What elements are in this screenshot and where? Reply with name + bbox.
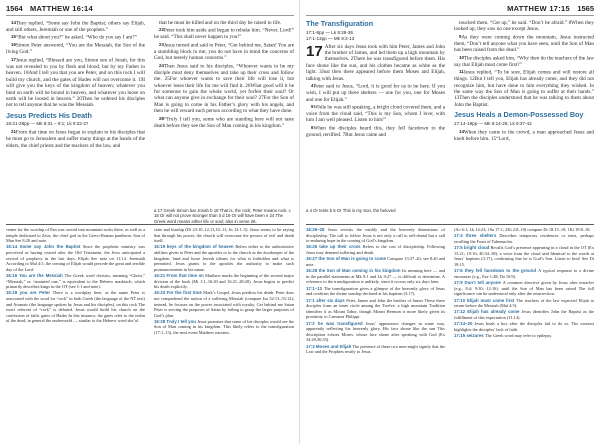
study-note-reference: 16:18 you are Peter bbox=[6, 290, 53, 296]
study-note-text: ciate and kinship (Dt 23:10–12,13,10–11; Jn 12:1–5). Jesus seems to be saying that through his power, the church will overcome the powers of evil and death itself. bbox=[154, 227, 294, 244]
study-note-text: Refers either to the authoritative abilities given to Peter and the apostles or to the church as the doorkeeper of the kingdom. bind and loose Jewish idioms for what is forbidden and what is permitted. Jesus grants to the apostles the authority to make such pronouncements in his name. bbox=[154, 244, 294, 272]
study-note bbox=[454, 309, 594, 320]
study-note-reference: 17:14–20 bbox=[454, 321, 475, 327]
verse-number: 24 bbox=[159, 62, 164, 68]
verse-paragraph bbox=[306, 44, 445, 83]
study-note-reference: 17:12 Elijah has already come bbox=[454, 309, 522, 315]
verse-number: 28 bbox=[159, 115, 164, 121]
left-text-column-1 bbox=[6, 20, 145, 206]
right-footnotes: a 4 Or tents b 5 Or This is my Son, the beloved bbox=[306, 208, 396, 213]
study-note-reference: 16:19 keys of the kingdom of heaven bbox=[154, 244, 236, 250]
study-note bbox=[454, 245, 594, 267]
verse-paragraph bbox=[6, 34, 145, 41]
study-note-reference: 17:3 Moses and Elijah bbox=[306, 343, 353, 349]
verse-text: Jesus replied, “Blessed are you, Simon son of Jonah, for this was not revealed to you by flesh and blood, but by my Father in heaven. 18And I tell you that you are Peter, and on this rock I will build my church, and the gates of Hades will not overcome it. 19I will give you the keys of the kingdom of heaven; whatever you bind on earth will be bound in heaven, and whatever you loose on earth will be loosed in heaven.” 20Then he ordered his disciples not to tell anyone that he was the Messiah. bbox=[6, 57, 145, 109]
study-note-text: Since the prophetic ministry was perceived as having ceased after the Old Testament, the Jews anticipated a revival of prophecy in the last days. Elijah See note on 11:14. Jeremiah According to Mal 4:5, the coming of Elijah would precede the great and terrible day of the Lord. bbox=[6, 244, 145, 272]
study-note bbox=[154, 227, 294, 244]
study-note-text: Jesus heals a boy after the disciples fail to do so. The contrast highlights the disciples’ lack of faith. bbox=[454, 321, 594, 332]
study-note bbox=[306, 256, 445, 267]
verse-text: “But what about you?” he asked. “Who do you say I am?” bbox=[15, 34, 137, 41]
study-note-reference: 17:4 three shelters bbox=[454, 233, 500, 239]
verse-paragraph bbox=[154, 20, 294, 26]
verse-paragraph bbox=[306, 104, 445, 124]
study-note-text: Its meaning here — and in the parallel statements at Mk 9:1 and Lk 9:27 — is difficult to determine. A reference to the transfiguration is unlikely, since it occurs only six days later. bbox=[306, 268, 445, 285]
right-page-number: 1565 bbox=[577, 4, 594, 13]
study-note-reference: 17:2 he was transfigured bbox=[306, 320, 366, 326]
study-note bbox=[306, 344, 445, 355]
verse-paragraph bbox=[306, 125, 445, 138]
verse-paragraph bbox=[454, 55, 594, 68]
study-note bbox=[454, 227, 594, 233]
verse-number: 21 bbox=[11, 129, 16, 135]
verse-paragraph bbox=[154, 42, 294, 62]
study-note-text: Jesus identifies John the Baptist as the fulfillment of this expectation (11:14). bbox=[454, 309, 594, 320]
verse-number: 4 bbox=[311, 83, 314, 89]
verse-number: 11 bbox=[459, 69, 464, 75]
study-note-text: center for the worship of Pan was carved into mountain rocks there, as well as a temple dedicated to Zeus, the chief god in the Greco-Roman pantheon. Son of Man See 8:20 and note. bbox=[6, 227, 145, 244]
study-note-text: A common directive given by Jesus after miracles (e.g., 8:4; 9:30; 12:16). until the Son of Man has been raised The full significance can be understood only after the resurrection. bbox=[454, 280, 595, 297]
study-note bbox=[306, 227, 445, 244]
study-note-text: The Greek word may refer to epilepsy. bbox=[484, 333, 553, 339]
study-note-text: Compare 13:37–43; see 8:20 and note. bbox=[306, 256, 445, 267]
study-note-reference: 16:14 Some say John the Baptist bbox=[6, 244, 83, 250]
verse-text: touched them. “Get up,” he said. “Don’t be afraid.” 8When they looked up, they saw no one except Jesus. bbox=[454, 20, 594, 33]
left-page-number: 1564 bbox=[6, 4, 23, 13]
verse-number: 10 bbox=[459, 54, 464, 60]
study-note bbox=[6, 273, 145, 290]
study-note-text: (Ac 6:1; Lk 14:23; 1Sa 17:1; 2Ki 2:8–18) compare Dt 18:15–19; 1Ki 19:8–18. bbox=[454, 227, 591, 232]
study-note bbox=[6, 244, 145, 272]
study-note-text: A typical response to a divine encounter (e.g., Eze 1:28; Da 10:9). bbox=[454, 268, 594, 279]
study-note-text: Jesus promises that some of his disciples would see the Son of Man coming in his kingdom. This likely refers to the transfiguration (17:1–13), the next event Matthew narrates. bbox=[154, 318, 294, 336]
study-note-text: The teachers of the law expected Elijah to return before the Messiah (Mal 4:5). bbox=[454, 297, 594, 309]
verse-text: When the disciples heard this, they fell facedown to the ground, terrified. 7But Jesus came and bbox=[306, 125, 445, 138]
left-book-reference: MATTHEW 16:14 bbox=[30, 4, 93, 13]
left-study-notes-column-1 bbox=[6, 227, 145, 441]
right-page bbox=[300, 0, 600, 444]
verse-text: Jesus replied, “To be sure, Elijah comes and will restore all things. 12But I tell you, Elijah has already come, and they did not recognize him, but have done to him everything they wished. In the same way the Son of Man is going to suffer at their hands.” 13Then the disciples understood that he was talking to them about John the Baptist. bbox=[454, 69, 594, 108]
study-note-reference: 17:5 bright cloud bbox=[454, 245, 491, 251]
study-note-text: The Greek word christos, meaning “Christ,” “Messiah,” or “anointed one,” is equivalent to the Hebrew mashiach, which primarily describes kings in the OT (see 1:1 and note). bbox=[6, 272, 145, 290]
right-text-column-1 bbox=[306, 20, 445, 206]
study-note-reference: 17:10 Elijah must come first bbox=[454, 297, 517, 303]
verse-paragraph bbox=[454, 129, 594, 142]
study-note bbox=[454, 321, 594, 332]
chapter-number: 17 bbox=[306, 42, 323, 60]
left-text-column-2 bbox=[154, 20, 294, 206]
study-note-reference: 16:28 the Son of Man coming in his kingdom bbox=[306, 268, 402, 274]
study-note bbox=[454, 280, 594, 297]
verse-paragraph bbox=[454, 69, 594, 108]
study-note-text: Matthew marks the beginning of the second major division of the book (Mt 1:1–16:20 and 16:21–28:20). Jesus begins to predict his death explicitly. bbox=[154, 272, 294, 290]
verse-text: From that time on Jesus began to explain to his disciples that he must go to Jerusalem and suffer many things at the hands of the elders, the chief priests and the teachers of the law, and bbox=[6, 129, 145, 149]
right-study-notes-column-2 bbox=[454, 227, 594, 441]
left-footnotes: a 17 Greek Simon bar Jonah b 18 That is, the rock; Peter means rock. c 18 Or will not prove stronger than it d 19 Or will have been e 24 The Greek word means either life or soul; also in verse 26. bbox=[154, 208, 291, 224]
study-note-reference: 17:1–13 bbox=[306, 285, 324, 291]
study-note-reference: 17:1 after six days bbox=[306, 297, 347, 303]
right-text-column-2 bbox=[454, 20, 594, 206]
verse-text: Simon Peter answered, “You are the Messiah, the Son of the living God.” bbox=[6, 42, 145, 56]
verse-text: The disciples asked him, “Why then do the teachers of the law say that Elijah must come first?” bbox=[454, 55, 594, 68]
study-note bbox=[454, 268, 594, 279]
verse-text: that he must be killed and on the third day be raised to life. bbox=[159, 20, 282, 26]
verse-text: As they were coming down the mountain, Jesus instructed them, “Don’t tell anyone what you have seen, until the Son of Man has been raised from the dead.” bbox=[454, 34, 594, 54]
study-note-text: Jesus’ appearance changes in some way, apparently reflecting his heavenly glory. His face shone like the sun This description echoes Moses, whose face shone after speaking with God (Ex 34:29,30,35). bbox=[306, 320, 445, 343]
study-note-text: Describes temporary residences or tents, perhaps recalling the Feast of Tabernacles. bbox=[454, 233, 594, 244]
study-note bbox=[6, 290, 145, 323]
study-note bbox=[306, 244, 445, 255]
verse-paragraph bbox=[454, 20, 594, 33]
verse-number: 23 bbox=[159, 41, 164, 47]
left-study-notes-column-2 bbox=[154, 227, 294, 441]
study-note-reference: 17:9 Don’t tell anyone bbox=[454, 280, 503, 286]
study-note bbox=[454, 298, 594, 309]
left-notes-rule bbox=[6, 224, 294, 225]
verse-text: They replied, “Some say John the Baptist; others say Elijah, and still others, Jeremiah or one of the prophets.” bbox=[6, 20, 145, 33]
verse-text: Jesus turned and said to Peter, “Get behind me, Satan! You are a stumbling block to me; you do not have in mind the concerns of God, but merely human concerns.” bbox=[154, 42, 294, 62]
right-notes-rule bbox=[306, 224, 594, 225]
verse-number: 16 bbox=[11, 42, 16, 48]
study-note-reference: 16:21 From that time on bbox=[154, 272, 206, 278]
study-note-reference: 17:6 they fell facedown to the ground bbox=[454, 268, 539, 274]
section-heading-jesus-predicts: Jesus Predicts His Death bbox=[6, 110, 92, 120]
verse-text: After six days Jesus took with him Peter, James and John the brother of James, and led them up a high mountain by themselves. 2There he was transfigured before them. His face shone like the sun, and his clothes became as white as the light. 3Just then there appeared before them Moses and Elijah, talking with Jesus. bbox=[306, 43, 445, 82]
study-note-text: There is a wordplay here, as the name Peter is associated with the word for “rock” in both Greek (the language of the NT text) and Aramaic (the language spoken by Jesus and his disciples). on this rock The exact referent of “rock” is debated. Jesus would build his church on the confession of faith. gates of Hades In this instance, the gates refer to the realm of the dead, in general the underworld — similar to the Hebrew word she’ol. bbox=[6, 290, 145, 324]
section-heading-transfiguration: The Transfiguration bbox=[306, 19, 374, 28]
study-note-text: Recalls God’s presence appearing in a cloud in the OT (Ex 13:21; 19:16; 40:34–38). a voice from the cloud said Identical to the words at Jesus’ baptism (3:17), confirming that he is God’s Son. Listen to him! See Dt 18:15. bbox=[454, 245, 594, 267]
verse-paragraph bbox=[154, 116, 294, 129]
study-note bbox=[306, 286, 445, 297]
verse-paragraph bbox=[6, 42, 145, 55]
study-note bbox=[454, 233, 594, 244]
verse-number: 9 bbox=[459, 33, 462, 39]
verse-paragraph bbox=[154, 63, 294, 115]
verse-paragraph bbox=[306, 83, 445, 103]
study-note-text: Refers to the cost of discipleship. Following Jesus may demand suffering and death. bbox=[306, 244, 445, 255]
verse-paragraph bbox=[6, 129, 145, 149]
study-note-reference: 16:26–28 bbox=[306, 227, 328, 232]
right-top-rule bbox=[306, 15, 594, 16]
study-note-text: The presence of these two men might signify that the Law and the Prophets testify to Jesus. bbox=[306, 343, 445, 355]
verse-number: 5 bbox=[311, 104, 314, 110]
study-note bbox=[6, 227, 145, 244]
study-note bbox=[154, 290, 294, 318]
verse-number: 14 bbox=[459, 128, 464, 134]
study-note bbox=[154, 319, 294, 336]
section-parallel-reference: 16:21-28pp — Mk 8:31 – 9:1; Lk 9:22-27 bbox=[6, 121, 89, 127]
verse-paragraph bbox=[154, 27, 294, 40]
section-heading-demon-possessed-boy: Jesus Heals a Demon-Possessed Boy bbox=[454, 110, 584, 120]
study-note-reference: 16:27 the Son of Man is going to come bbox=[306, 256, 388, 262]
verse-number: 15 bbox=[11, 34, 16, 40]
section-parallel-reference: 17:1-8pp — Lk 9:28-36 17:1-13pp — Mk 9:2-13 bbox=[306, 29, 355, 41]
study-note-reference: 16:28 Truly I tell you bbox=[154, 318, 198, 324]
verse-text: When they came to the crowd, a man approached Jesus and knelt before him. 15“Lord, bbox=[454, 129, 594, 142]
study-note-reference: 16:23 For the first time bbox=[154, 290, 204, 296]
study-note bbox=[154, 273, 294, 290]
study-note-text: Peter, James and John the brother of James These three disciples form an inner circle among the Twelve. a high mountain Tradition identifies it as Mount Tabor, though Mount Hermon is more likely given its proximity to Caesarea Philippi. bbox=[306, 297, 445, 320]
verse-text: Then Jesus said to his disciples, “Whoever wants to be my disciple must deny themselves and take up their cross and follow me. 25For whoever wants to save their life will lose it, but whoever loses their life for me will find it. 26What good will it be for someone to gain the whole world, yet forfeit their soul? Or what can anyone give in exchange for their soul? 27For the Son of Man is going to come in his Father’s glory with his angels, and then he will reward each person according to what they have done. bbox=[154, 63, 294, 115]
right-study-notes-column-1 bbox=[306, 227, 445, 441]
study-note bbox=[306, 268, 445, 285]
study-note-text: The transfiguration gives a glimpse of the heavenly glory of Jesus and confirms the divine sonship declared at his baptism (3:17). bbox=[306, 285, 445, 297]
verse-number: 22 bbox=[159, 27, 164, 33]
study-note bbox=[306, 321, 445, 343]
left-top-rule bbox=[6, 15, 294, 16]
study-note-text: Jesus revisits the earthly and the heavenly dimensions of discipleship. The call to follow Jesus is not only a call to self-denial but a call to enduring hope in the coming of God’s kingdom. bbox=[306, 227, 445, 244]
study-note-reference: 16:16 You are the Messiah bbox=[6, 272, 65, 278]
right-book-reference: MATTHEW 17:15 bbox=[507, 4, 570, 13]
verse-number: 6 bbox=[311, 124, 314, 130]
study-note bbox=[154, 244, 294, 272]
verse-text: Peter took him aside and began to rebuke him. “Never, Lord!” he said. “This shall never happen to you!” bbox=[154, 27, 294, 41]
verse-number: 14 bbox=[11, 20, 16, 25]
study-note bbox=[454, 333, 594, 339]
verse-text: While he was still speaking, a bright cloud covered them, and a voice from the cloud said, “This is my Son, whom I love; with him I am well pleased. Listen to him!” bbox=[306, 104, 445, 124]
verse-text: Peter said to Jesus, “Lord, it is good for us to be here. If you wish, I will put up three shelters — one for you, one for Moses and one for Elijah.” bbox=[306, 83, 445, 103]
verse-paragraph bbox=[6, 57, 145, 109]
study-note bbox=[306, 298, 445, 320]
verse-paragraph bbox=[454, 34, 594, 54]
verse-number: 17 bbox=[11, 56, 16, 62]
study-note-text: Mark’s Gospel, Jesus predicts his death. Peter does not comprehend the notion of a suffering Messiah (compare Isa 52:13–53:12); instead, he focuses on the power associated with royalty. Get behind me Satan Peter is serving the purposes of Satan by failing to grasp the larger purposes of God’s plan. bbox=[154, 290, 294, 318]
section-parallel-reference: 17:14-19pp — Mk 9:14-28; Lk 9:37-42 bbox=[454, 120, 532, 126]
study-note-reference: 17:15 seizures bbox=[454, 333, 485, 339]
study-note-reference: 16:26 take up their cross bbox=[306, 244, 363, 250]
verse-text: “Truly I tell you, some who are standing here will not taste death before they see the Son of Man coming in his kingdom.” bbox=[154, 116, 294, 129]
verse-paragraph bbox=[6, 20, 145, 33]
